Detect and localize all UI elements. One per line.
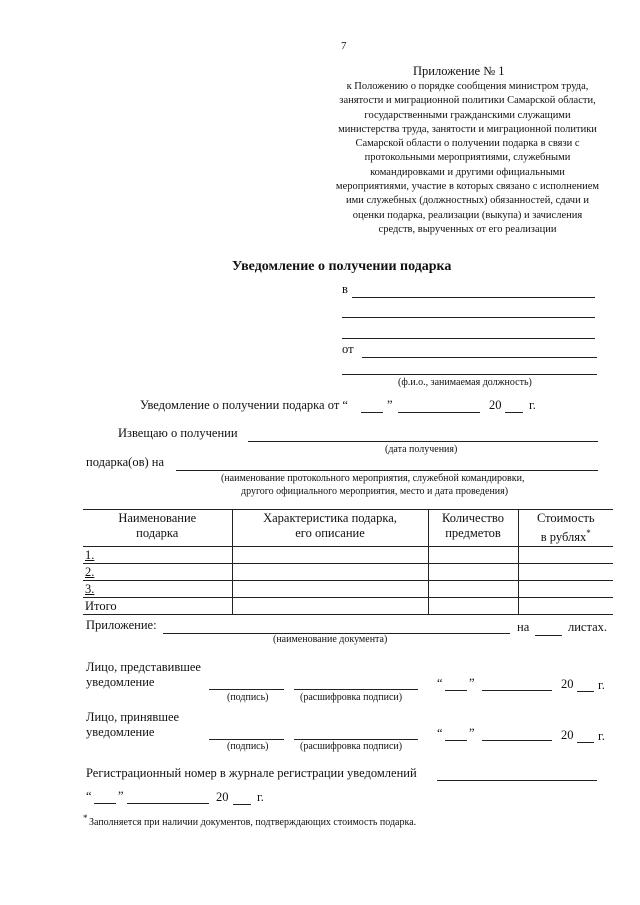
quantity-cell[interactable] bbox=[428, 547, 518, 564]
registration-label: Регистрационный номер в журнале регистрации уведомлений bbox=[86, 766, 417, 780]
submitter-signature-caption: (подпись) bbox=[227, 692, 269, 703]
header-quantity bbox=[428, 510, 518, 547]
table-row bbox=[83, 581, 613, 598]
total-quantity-cell[interactable] bbox=[428, 598, 518, 615]
header-cost bbox=[518, 510, 613, 547]
gifts-label: подарка(ов) на bbox=[86, 455, 165, 469]
receiver-date-quote-close: ” bbox=[469, 726, 475, 740]
submitter-month-field[interactable] bbox=[482, 690, 552, 691]
submitter-decoding-caption: (расшифровка подписи) bbox=[300, 692, 403, 703]
registration-day-field[interactable] bbox=[94, 803, 116, 804]
to-line-1[interactable] bbox=[352, 297, 595, 298]
to-label: в bbox=[342, 282, 348, 296]
notice-month-field[interactable] bbox=[398, 412, 480, 413]
table-row bbox=[83, 564, 613, 581]
row-number-cell[interactable] bbox=[83, 581, 232, 598]
to-line-2[interactable] bbox=[342, 317, 595, 318]
submitter-decoding-field[interactable] bbox=[294, 689, 418, 690]
receiver-label-2: уведомление bbox=[86, 725, 155, 739]
table-row bbox=[83, 547, 613, 564]
submitter-date-quote-close: ” bbox=[469, 676, 475, 690]
submitter-date-quote-open: “ bbox=[437, 676, 443, 690]
header-name-line2: подарка bbox=[136, 526, 179, 540]
submitter-label-2: уведомление bbox=[86, 675, 155, 689]
total-label-cell bbox=[83, 598, 232, 615]
quantity-cell[interactable] bbox=[428, 581, 518, 598]
receiver-decoding-caption: (расшифровка подписи) bbox=[300, 741, 403, 752]
form-title: Уведомление о получении подарка bbox=[232, 259, 452, 274]
receiver-day-field[interactable] bbox=[445, 740, 467, 741]
to-line-3[interactable] bbox=[342, 338, 595, 339]
attachment-sheets-field[interactable] bbox=[535, 635, 562, 636]
total-description-cell[interactable] bbox=[232, 598, 428, 615]
from-label: от bbox=[342, 342, 354, 356]
table-header-row bbox=[83, 510, 613, 547]
attachment-doc-caption: (наименование документа) bbox=[273, 634, 388, 645]
appendix-title: Приложение № 1 bbox=[413, 64, 505, 78]
total-cost-cell[interactable] bbox=[518, 598, 613, 615]
submitter-day-field[interactable] bbox=[445, 690, 467, 691]
row-number: 1. bbox=[85, 548, 95, 563]
event-caption-1: (наименование протокольного мероприятия, служебной командировки, bbox=[221, 473, 525, 484]
row-number-cell[interactable] bbox=[83, 547, 232, 564]
header-name bbox=[83, 510, 232, 547]
receiver-month-field[interactable] bbox=[482, 740, 552, 741]
event-caption-2: другого официального мероприятия, место и дата проведения) bbox=[241, 486, 509, 497]
header-description bbox=[232, 510, 428, 547]
appendix-text: к Положению о порядке сообщения министром труда, занятости и миграционной политики Самарской области, государственными гражданскими служащими министерства труда, занятости и миграционной политики Самарской области о получении подарка в связи с протокольными мероприятиями, служебными командировками и другими официальными мероприятиями, участие в которых связано с исполнением ими служебных (должностных) обязанностей, сдачи и оценки подарка, реализации (выкупа) и зачисления средств, вырученных от его реализации bbox=[335, 81, 600, 235]
submitter-signature-field[interactable] bbox=[209, 689, 284, 690]
receiver-label-1: Лицо, принявшее bbox=[86, 710, 180, 724]
registration-year-suffix: г. bbox=[257, 790, 264, 804]
receiver-year-prefix: 20 bbox=[561, 728, 574, 742]
header-description-line1: Характеристика подарка, bbox=[263, 511, 397, 525]
from-line-2[interactable] bbox=[342, 374, 597, 375]
registration-quote-close: ” bbox=[118, 789, 124, 803]
registration-year-prefix: 20 bbox=[216, 790, 229, 804]
receipt-date-caption: (дата получения) bbox=[385, 444, 458, 455]
row-number: 2. bbox=[85, 565, 95, 580]
page-number: 7 bbox=[341, 40, 347, 52]
receiver-decoding-field[interactable] bbox=[294, 739, 418, 740]
cost-cell[interactable] bbox=[518, 564, 613, 581]
submitter-year-prefix: 20 bbox=[561, 677, 574, 691]
footnote-text: Заполняется при наличии документов, подтверждающих стоимость подарка. bbox=[89, 817, 417, 828]
receiver-date-quote-open: “ bbox=[437, 726, 443, 740]
notice-date-label: Уведомление о получении подарка от “ bbox=[140, 398, 348, 412]
header-name-line1: Наименование bbox=[118, 511, 197, 525]
notice-year-field[interactable] bbox=[505, 412, 523, 413]
description-cell[interactable] bbox=[232, 547, 428, 564]
receiver-signature-caption: (подпись) bbox=[227, 741, 269, 752]
notice-day-field[interactable] bbox=[361, 412, 383, 413]
registration-number-field[interactable] bbox=[437, 780, 597, 781]
notice-quote-close: ” bbox=[387, 398, 393, 412]
receiver-signature-field[interactable] bbox=[209, 739, 284, 740]
submitter-label-1: Лицо, представившее bbox=[86, 660, 201, 674]
header-cost-footnote-mark: * bbox=[586, 528, 591, 538]
header-quantity-line2: предметов bbox=[445, 526, 501, 540]
event-field[interactable] bbox=[176, 470, 598, 471]
header-quantity-line1: Количество bbox=[442, 511, 504, 525]
fio-caption: (ф.и.о., занимаемая должность) bbox=[398, 377, 532, 388]
attachment-label: Приложение: bbox=[86, 618, 157, 632]
receiver-year-suffix: г. bbox=[598, 729, 605, 743]
quantity-cell[interactable] bbox=[428, 564, 518, 581]
registration-year-field[interactable] bbox=[233, 804, 251, 805]
receipt-date-field[interactable] bbox=[248, 441, 598, 442]
attachment-sheets-label: листах. bbox=[568, 620, 608, 634]
table-total-row bbox=[83, 598, 613, 615]
row-number-cell[interactable] bbox=[83, 564, 232, 581]
submitter-year-field[interactable] bbox=[577, 691, 594, 692]
from-line-1[interactable] bbox=[362, 357, 597, 358]
cost-cell[interactable] bbox=[518, 581, 613, 598]
cost-cell[interactable] bbox=[518, 547, 613, 564]
footnote-mark: * bbox=[83, 813, 88, 823]
total-label: Итого bbox=[85, 599, 117, 614]
header-cost-line1: Стоимость bbox=[536, 511, 595, 525]
registration-quote-open: “ bbox=[86, 789, 92, 803]
description-cell[interactable] bbox=[232, 581, 428, 598]
notice-year-prefix: 20 bbox=[489, 398, 502, 412]
row-number: 3. bbox=[85, 582, 95, 597]
registration-month-field[interactable] bbox=[127, 803, 209, 804]
header-cost-line2: в рублях bbox=[540, 530, 587, 545]
receiver-year-field[interactable] bbox=[577, 742, 594, 743]
submitter-year-suffix: г. bbox=[598, 678, 605, 692]
header-description-line2: его описание bbox=[295, 526, 365, 540]
gifts-table bbox=[83, 509, 613, 615]
description-cell[interactable] bbox=[232, 564, 428, 581]
attachment-on-label: на bbox=[517, 620, 530, 634]
notice-year-suffix: г. bbox=[529, 398, 536, 412]
inform-label: Извещаю о получении bbox=[118, 426, 238, 440]
